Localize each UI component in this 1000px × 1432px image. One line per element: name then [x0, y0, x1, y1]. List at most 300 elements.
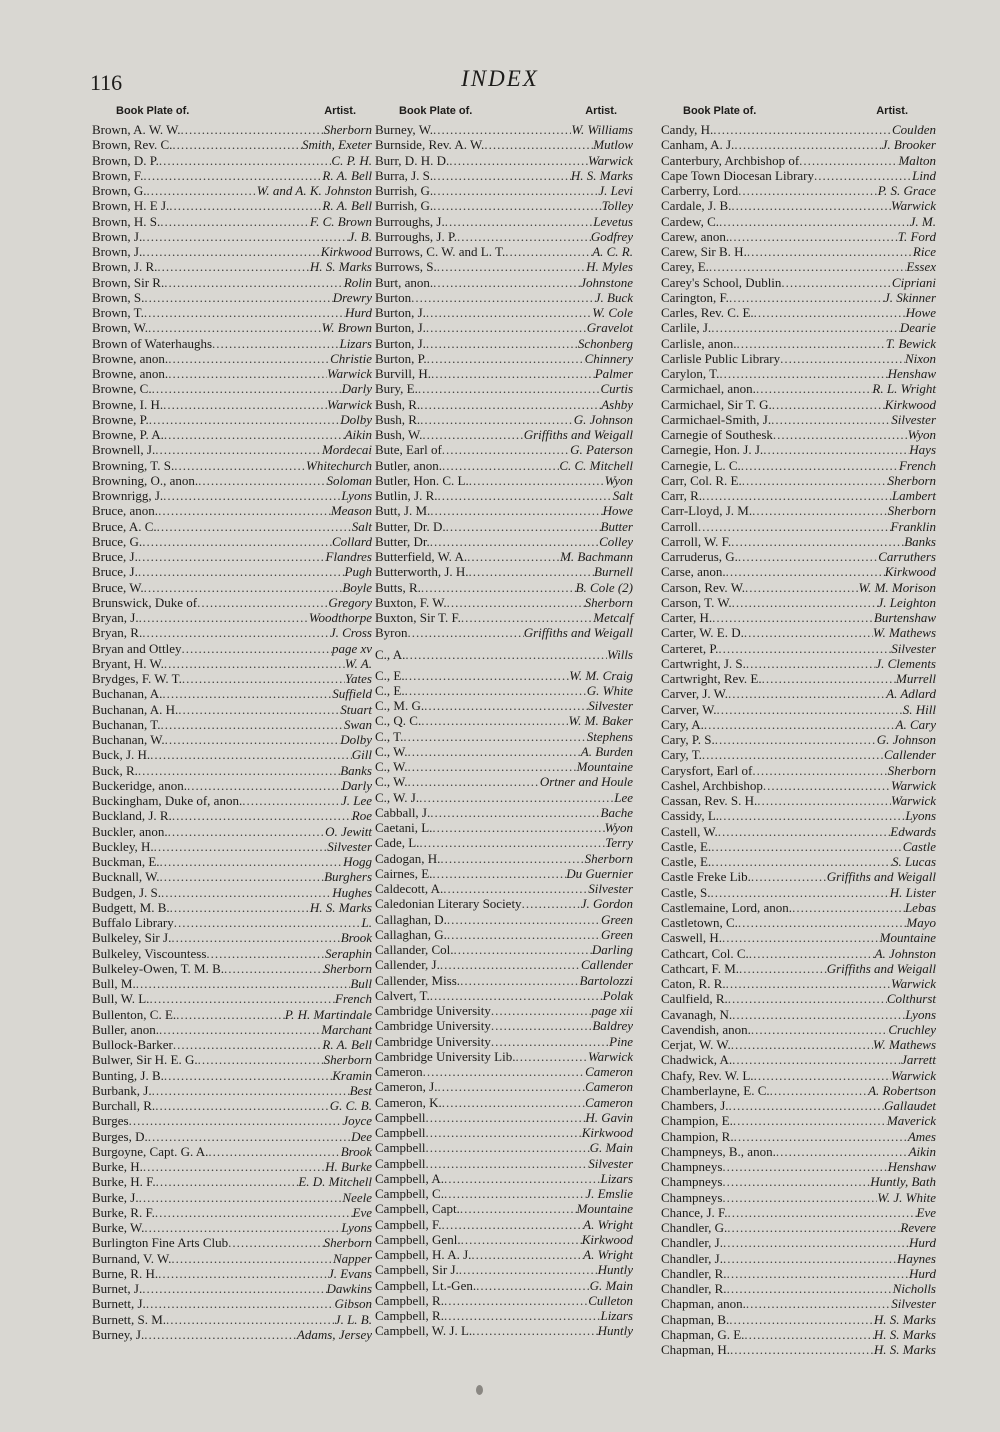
- index-column-1: [92, 100, 372, 1342]
- dot-leader: [792, 900, 905, 915]
- dot-leader: [168, 824, 325, 839]
- dot-leader: [174, 458, 306, 473]
- book-plate-owner: Chamberlayne, E. C.: [661, 1082, 770, 1098]
- book-plate-owner: Brown of Waterhaughs: [92, 335, 213, 351]
- artist-name: Hurd: [909, 1265, 936, 1281]
- dot-leader: [476, 1278, 590, 1293]
- index-entry: [661, 991, 936, 1006]
- dot-leader: [224, 961, 324, 976]
- index-entry: [661, 427, 936, 442]
- artist-name: Lizars: [339, 335, 372, 351]
- book-plate-owner: Browne, P.: [92, 411, 149, 427]
- book-plate-owner: Brownrigg, J.: [92, 488, 164, 503]
- index-entry: [661, 305, 936, 320]
- index-entry: [375, 1308, 633, 1323]
- dot-leader: [729, 290, 884, 305]
- dot-leader: [154, 839, 328, 854]
- index-entry: [661, 686, 936, 701]
- artist-name: Warwick: [890, 1067, 936, 1083]
- book-plate-owner: Caswell, H.: [661, 930, 723, 946]
- book-plate-owner: Carr, R.: [661, 488, 702, 503]
- dot-leader: [419, 790, 614, 805]
- artist-name: Boyle: [342, 579, 372, 595]
- book-plate-owner: Burnside, Rev. A. W.: [375, 137, 485, 153]
- index-entry: [375, 351, 633, 366]
- book-plate-owner: Burt, anon.: [375, 274, 434, 290]
- index-entry: [661, 1129, 936, 1144]
- artist-name: Howe: [602, 503, 633, 519]
- dot-leader: [745, 580, 858, 595]
- dot-leader: [722, 1190, 877, 1205]
- book-plate-owner: Burnett, J.: [92, 1296, 146, 1312]
- book-plate-owner: Champneys: [661, 1189, 723, 1205]
- dot-leader: [749, 946, 875, 961]
- dot-leader: [142, 229, 348, 244]
- book-plate-owner: Bullock-Barker: [92, 1037, 173, 1052]
- dot-leader: [138, 763, 340, 778]
- book-plate-owner: Bunting, J. B.: [92, 1067, 164, 1083]
- dot-leader: [757, 793, 891, 808]
- dot-leader: [182, 641, 332, 656]
- index-entry: [92, 686, 372, 701]
- index-entry: [92, 1281, 372, 1296]
- book-plate-owner: Buckland, J. R.: [92, 808, 172, 824]
- book-plate-owner: Buxton, Sir T. F.: [375, 610, 461, 625]
- dot-leader: [176, 1007, 285, 1022]
- dot-leader: [457, 229, 591, 244]
- artist-name: C. C. Mitchell: [559, 457, 633, 473]
- index-entry: [661, 1098, 936, 1113]
- artist-name: Stuart: [340, 701, 372, 717]
- index-entry: [661, 503, 936, 518]
- artist-name: O. Jewitt: [325, 823, 372, 839]
- dot-leader: [164, 656, 345, 671]
- dot-leader: [423, 1064, 585, 1079]
- artist-name: A. Wright: [583, 1247, 633, 1262]
- index-entry: [92, 214, 372, 229]
- dot-leader: [421, 580, 576, 595]
- dot-leader: [160, 869, 325, 884]
- index-entry: [661, 1220, 936, 1235]
- index-entry: [375, 820, 633, 835]
- book-plate-owner: C., T.: [375, 728, 404, 744]
- artist-name: Henshaw: [887, 366, 936, 381]
- artist-name: Carruthers: [878, 549, 936, 564]
- index-entry: [661, 702, 936, 717]
- book-plate-owner: Chandler, G.: [661, 1220, 728, 1235]
- dot-leader: [408, 625, 524, 640]
- book-plate-owner: Chance, J. F.: [661, 1204, 728, 1220]
- dot-leader: [403, 729, 586, 744]
- book-plate-owner: Buffalo Library: [92, 915, 174, 930]
- dot-leader: [773, 427, 908, 442]
- book-plate-owner: Campbell, W. J. L.: [375, 1323, 473, 1339]
- book-plate-owner: Brown, Rev. C.: [92, 137, 173, 153]
- dot-leader: [722, 1159, 887, 1174]
- artist-name: H. S. Marks: [873, 1342, 936, 1357]
- index-entry: [661, 854, 936, 869]
- header-book-plate: Book Plate of.: [116, 105, 190, 117]
- dot-leader: [165, 732, 341, 747]
- book-plate-owner: Carnegie of Southesk: [661, 427, 773, 442]
- artist-name: Kramin: [332, 1067, 372, 1083]
- artist-name: W. Mathews: [872, 625, 936, 641]
- book-plate-owner: Brown, H. S.: [92, 213, 161, 229]
- dot-leader: [751, 869, 827, 884]
- artist-name: Silvester: [327, 838, 372, 854]
- artist-name: Griffiths and Weigall: [523, 427, 633, 442]
- dot-leader: [738, 183, 878, 198]
- index-entry: [661, 1159, 936, 1174]
- artist-name: J. Clements: [875, 655, 936, 671]
- book-plate-owner: Chapman, H.: [661, 1342, 730, 1357]
- artist-name: R. A. Bell: [322, 1037, 372, 1052]
- index-entry: [375, 1278, 633, 1293]
- index-entry: [375, 683, 633, 698]
- book-plate-owner: Buchanan, A. H.: [92, 701, 179, 717]
- artist-name: Cruchley: [888, 1021, 936, 1037]
- index-entry: [92, 381, 372, 396]
- dot-leader: [742, 473, 888, 488]
- artist-name: page xv: [331, 640, 372, 656]
- dot-leader: [426, 336, 578, 351]
- dot-leader: [469, 473, 605, 488]
- index-entry: [375, 790, 633, 805]
- dot-leader: [814, 168, 912, 183]
- book-plate-owner: Bruce, W.: [92, 579, 144, 595]
- index-entry: [375, 1186, 633, 1201]
- dot-leader: [138, 549, 326, 564]
- book-plate-owner: Cary, T.: [661, 747, 702, 763]
- index-column-2: [375, 100, 633, 1339]
- entry-list: [92, 122, 372, 1342]
- book-plate-owner: Carruderus, G.: [661, 549, 738, 564]
- dot-leader: [424, 698, 588, 713]
- index-entry: [375, 153, 633, 168]
- index-entry: [92, 305, 372, 320]
- index-entry: [375, 290, 633, 305]
- index-entry: [92, 641, 372, 656]
- dot-leader: [433, 168, 571, 183]
- book-plate-owner: Cardew, C.: [661, 213, 720, 229]
- book-plate-owner: Campbell, Genl.: [375, 1231, 461, 1247]
- artist-name: Lind: [912, 167, 936, 183]
- artist-name: Green: [600, 926, 633, 942]
- dot-leader: [139, 1190, 343, 1205]
- dot-leader: [447, 912, 601, 927]
- artist-name: Lizars: [600, 1170, 633, 1186]
- index-entry: [375, 244, 633, 259]
- book-plate-owner: Bryan and Ottley: [92, 640, 182, 656]
- index-entry: [661, 808, 936, 823]
- dot-leader: [469, 564, 594, 579]
- index-entry: [375, 927, 633, 942]
- ink-spot: [476, 1385, 483, 1395]
- book-plate-owner: Butter, Dr. D.: [375, 518, 446, 534]
- dot-leader: [732, 595, 878, 610]
- book-plate-owner: Carey's School, Dublin: [661, 274, 782, 290]
- artist-name: Curtis: [600, 381, 633, 397]
- dot-leader: [163, 488, 341, 503]
- artist-name: Lizars: [600, 1308, 633, 1323]
- artist-name: Wyon: [604, 820, 633, 835]
- index-entry: [92, 1037, 372, 1052]
- dot-leader: [430, 534, 599, 549]
- dot-leader: [772, 397, 885, 412]
- dot-leader: [744, 625, 873, 640]
- dot-leader: [418, 381, 601, 396]
- index-entry: [661, 1068, 936, 1083]
- artist-name: Cipriani: [891, 274, 936, 290]
- index-entry: [661, 1113, 936, 1128]
- artist-name: Mutlow: [593, 137, 633, 153]
- dot-leader: [405, 683, 587, 698]
- index-entry: [375, 534, 633, 549]
- book-plate-owner: Canterbury, Archbishop of: [661, 152, 800, 168]
- index-entry: [375, 1018, 633, 1033]
- artist-name: B. Cole (2): [575, 579, 633, 595]
- index-entry: [661, 946, 936, 961]
- dot-leader: [144, 580, 343, 595]
- dot-leader: [172, 137, 302, 152]
- artist-name: Sherborn: [887, 762, 936, 778]
- dot-leader: [427, 351, 585, 366]
- book-plate-owner: Chandler, J.: [661, 1250, 723, 1266]
- dot-leader: [734, 1129, 908, 1144]
- artist-name: Seraphin: [325, 945, 372, 961]
- index-entry: [92, 412, 372, 427]
- index-entry: [661, 214, 936, 229]
- index-entry: [661, 732, 936, 747]
- dot-leader: [426, 1125, 582, 1140]
- book-plate-owner: Bryan, J.: [92, 610, 139, 625]
- artist-name: Levetus: [593, 213, 633, 229]
- book-plate-owner: Castlemaine, Lord, anon.: [661, 899, 793, 915]
- book-plate-owner: Carmichael-Smith, J.: [661, 411, 772, 427]
- dot-leader: [442, 1217, 584, 1232]
- book-plate-owner: Cary, A.: [661, 716, 704, 732]
- artist-name: A. Cary: [895, 716, 936, 732]
- index-entry: [92, 1052, 372, 1067]
- artist-name: Whitechurch: [306, 457, 372, 473]
- artist-name: A. Burden: [580, 743, 633, 759]
- index-entry: [375, 137, 633, 152]
- book-plate-owner: Cambridge University Lib.: [375, 1048, 516, 1064]
- index-entry: [92, 656, 372, 671]
- book-plate-owner: Buck, R.: [92, 762, 138, 778]
- index-entry: [92, 397, 372, 412]
- book-plate-owner: C., M. G.: [375, 698, 425, 713]
- artist-name: S. Hill: [902, 701, 936, 717]
- book-plate-owner: C., W.: [375, 743, 408, 759]
- book-plate-owner: Buckeridge, anon.: [92, 777, 187, 793]
- book-plate-owner: Butler, Hon. C. L.: [375, 472, 469, 488]
- artist-name: Banks: [340, 762, 372, 778]
- book-plate-owner: Champneys, B., anon.: [661, 1143, 776, 1159]
- artist-name: Gibson: [334, 1296, 372, 1312]
- dot-leader: [454, 942, 592, 957]
- dot-leader: [710, 885, 889, 900]
- index-entry: [661, 900, 936, 915]
- entry-list: [661, 122, 936, 1357]
- index-entry: [661, 351, 936, 366]
- book-plate-owner: Carmichael, Sir T. G.: [661, 396, 772, 412]
- book-plate-owner: Burgoyne, Capt. G. A.: [92, 1143, 209, 1159]
- artist-name: Lee: [614, 789, 633, 805]
- dot-leader: [157, 259, 310, 274]
- artist-name: Warwick: [326, 366, 372, 381]
- dot-leader: [155, 1098, 330, 1113]
- book-plate-owner: Browne, P. A.: [92, 427, 164, 442]
- dot-leader: [727, 1266, 909, 1281]
- artist-name: Gregory: [328, 594, 372, 610]
- book-plate-owner: Burvill, H.: [375, 366, 431, 381]
- book-plate-owner: Canham, A. J.: [661, 137, 735, 153]
- book-plate-owner: Carey, E.: [661, 259, 709, 275]
- dot-leader: [444, 1186, 585, 1201]
- artist-name: H. Lister: [889, 884, 936, 900]
- book-plate-owner: Chafy, Rev. W. L.: [661, 1067, 754, 1083]
- book-plate-owner: Cathcart, Col. C.: [661, 945, 749, 961]
- header-book-plate: Book Plate of.: [399, 105, 473, 117]
- artist-name: Sherborn: [323, 1235, 372, 1251]
- dot-leader: [444, 1171, 601, 1186]
- book-plate-owner: Burlington Fine Arts Club: [92, 1235, 229, 1251]
- book-plate-owner: Brown, A. W. W.: [92, 122, 181, 137]
- index-entry: [375, 366, 633, 381]
- index-entry: [375, 519, 633, 534]
- dot-leader: [727, 1220, 900, 1235]
- book-plate-owner: Campbell: [375, 1125, 426, 1140]
- index-entry: [92, 976, 372, 991]
- artist-name: Ashby: [601, 396, 633, 412]
- dot-leader: [430, 988, 603, 1003]
- index-entry: [661, 778, 936, 793]
- dot-leader: [731, 198, 891, 213]
- artist-name: Wyon: [907, 427, 936, 442]
- dot-leader: [732, 1052, 901, 1067]
- artist-name: Essex: [906, 259, 936, 275]
- dot-leader: [461, 1232, 582, 1247]
- artist-name: Lyons: [341, 488, 372, 503]
- dot-leader: [432, 866, 566, 881]
- book-plate-owner: Campbell, Capt.: [375, 1201, 460, 1217]
- dot-leader: [433, 275, 580, 290]
- index-entry: [92, 534, 372, 549]
- index-entry: [92, 885, 372, 900]
- book-plate-owner: Bury, E.: [375, 381, 418, 397]
- artist-name: W. J. White: [877, 1189, 936, 1205]
- artist-name: page xii: [591, 1003, 633, 1018]
- dot-leader: [716, 702, 902, 717]
- index-entry: [92, 1083, 372, 1098]
- index-entry: [92, 488, 372, 503]
- column-header: [92, 100, 372, 122]
- book-plate-owner: Caldecott, A.: [375, 881, 444, 896]
- artist-name: Griffiths and Weigall: [523, 625, 633, 641]
- index-entry: [661, 488, 936, 503]
- artist-name: French: [334, 991, 372, 1007]
- artist-name: Wills: [606, 646, 633, 662]
- artist-name: Mountaine: [576, 759, 633, 774]
- book-plate-owner: Brown, S.: [92, 289, 145, 305]
- artist-name: J. Levi: [598, 183, 633, 198]
- dot-leader: [139, 610, 309, 625]
- artist-name: Terry: [605, 835, 633, 851]
- page-number: 116: [90, 70, 123, 95]
- dot-leader: [781, 275, 892, 290]
- index-entry: [92, 564, 372, 579]
- dot-leader: [155, 442, 322, 457]
- artist-name: Sherborn: [323, 960, 372, 976]
- book-plate-owner: Burke, H. F.: [92, 1174, 156, 1190]
- artist-name: Rolin: [343, 274, 372, 290]
- index-entry: [92, 183, 372, 198]
- artist-name: G. Paterson: [570, 442, 633, 458]
- dot-leader: [430, 503, 602, 518]
- page-title: INDEX: [461, 66, 539, 91]
- book-plate-owner: Chadwick, A.: [661, 1052, 733, 1068]
- artist-name: Castle: [902, 838, 936, 854]
- dot-leader: [171, 930, 340, 945]
- artist-name: Gravelot: [586, 320, 633, 336]
- index-entry: [375, 835, 633, 850]
- dot-leader: [136, 976, 351, 991]
- artist-name: W. Cole: [592, 305, 633, 320]
- book-plate-owner: Burra, J. S.: [375, 167, 434, 183]
- dot-leader: [144, 305, 345, 320]
- index-entry: [375, 595, 633, 610]
- artist-name: R. L. Wright: [872, 381, 936, 397]
- artist-name: Smith, Exeter: [301, 137, 372, 153]
- artist-name: W. Brown: [321, 320, 372, 336]
- dot-leader: [422, 427, 523, 442]
- artist-name: Flandres: [325, 549, 372, 564]
- index-entry: [92, 671, 372, 686]
- book-plate-owner: Brown, W.: [92, 320, 148, 336]
- index-entry: [375, 275, 633, 290]
- index-entry: [92, 549, 372, 564]
- book-plate-owner: Carlisle Public Library: [661, 350, 781, 366]
- dot-leader: [405, 641, 607, 668]
- book-plate-owner: Burbank, J.: [92, 1082, 152, 1098]
- index-entry: [92, 595, 372, 610]
- dot-leader: [728, 686, 886, 701]
- book-plate-owner: Carver, J. W.: [661, 686, 728, 702]
- dot-leader: [442, 458, 559, 473]
- artist-name: Lambert: [891, 488, 936, 503]
- dot-leader: [420, 397, 601, 412]
- artist-name: Mordecai: [321, 442, 372, 458]
- book-plate-owner: Browning, O., anon.: [92, 472, 199, 488]
- dot-leader: [159, 1022, 321, 1037]
- book-plate-owner: Cary, P. S.: [661, 732, 715, 747]
- book-plate-owner: Castle, E.: [661, 838, 712, 854]
- index-entry: [92, 778, 372, 793]
- column-header: [661, 100, 936, 122]
- dot-leader: [164, 1068, 332, 1083]
- dot-leader: [426, 305, 592, 320]
- index-entry: [375, 1232, 633, 1247]
- index-entry: [661, 1342, 936, 1357]
- dot-leader: [771, 412, 891, 427]
- artist-name: Hughes: [332, 884, 372, 900]
- book-plate-owner: Bush, R.: [375, 411, 421, 427]
- entry-list: [375, 122, 633, 1339]
- index-entry: [375, 564, 633, 579]
- artist-name: Warwick: [890, 777, 936, 793]
- index-entry: [661, 610, 936, 625]
